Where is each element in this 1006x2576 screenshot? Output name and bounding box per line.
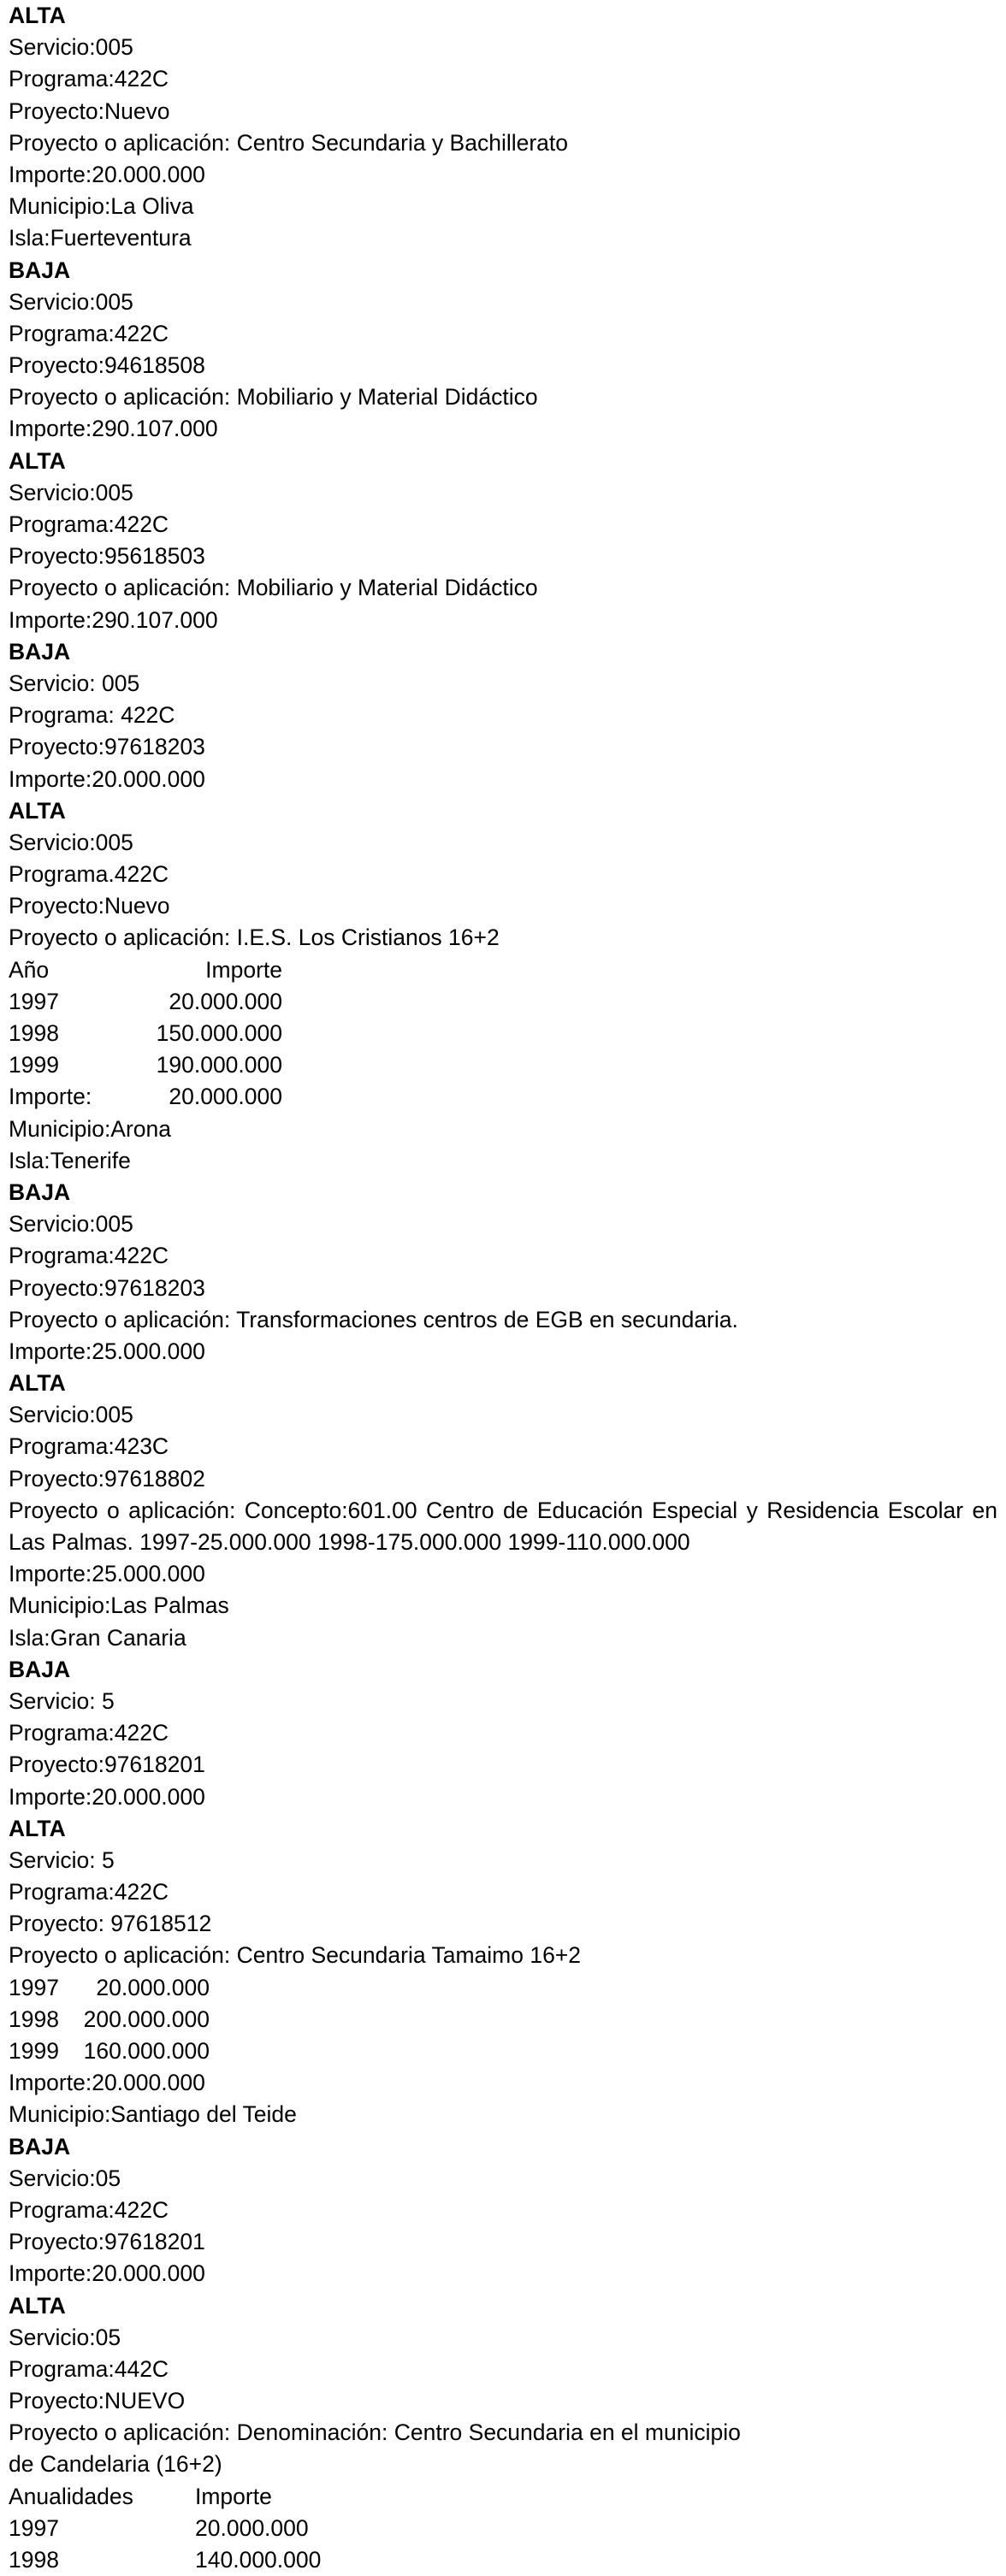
table-row [9,1018,997,1049]
text-line: Programa:422C [9,320,169,346]
text-line: Importe:290.107.000 [9,606,218,633]
text-line: Importe:290.107.000 [9,416,218,442]
table-cell-value: 140.000.000 [195,2547,322,2573]
text-line: Municipio:La Oliva [9,193,194,220]
section-heading: BAJA [9,1656,71,1682]
text-line: Proyecto o aplicación: Transformaciones centros de EGB en secundaria. [9,1306,738,1332]
text-line: Proyecto:Nuevo [9,97,170,124]
text-line: Municipio:Arona [9,1115,172,1142]
text-line: Programa:422C [9,2196,169,2223]
text-line: Isla:Gran Canaria [9,1624,186,1651]
text-line: Importe:20.000.000 [9,161,205,187]
text-line: Programa:422C [9,1720,169,1746]
text-line: Importe:20.000.000 [9,765,205,792]
table-cell-value: Importe [195,2483,272,2509]
text-line: Programa:423C [9,1433,169,1460]
table-row [9,2035,997,2067]
text-line: Proyecto o aplicación: Mobiliario y Material Didáctico [9,384,538,411]
text-line: Proyecto o aplicación: Concepto:601.00 Centro de Educación Especial y Residencia Escolar en Las Palmas. 1997-25.000.000 1998-175.000.000 1999-110.000.000 [9,1497,997,1556]
table-cell-label: Anualidades [9,2483,133,2509]
table-row [9,986,997,1018]
text-line: Servicio:005 [9,829,133,855]
text-line: Proyecto:97618201 [9,2229,205,2255]
table-cell-value: 150.000.000 [156,1020,282,1046]
text-line: Proyecto:97618201 [9,1752,205,1778]
text-line: Municipio:Las Palmas [9,1592,229,1619]
section-heading: BAJA [9,2133,71,2159]
table-cell-value: 20.000.000 [169,1084,282,1110]
text-line: Servicio:005 [9,1402,133,1428]
table-cell-value: 20.000.000 [96,1974,210,2000]
text-line: Proyecto:97618203 [9,1274,205,1301]
text-line: Programa: 422C [9,702,175,729]
text-line: Programa:422C [9,511,169,537]
text-line: Servicio: 005 [9,670,140,696]
table-row [9,1972,997,2004]
table-cell-label: 1998 [9,1020,59,1046]
table-cell-label: 1997 [9,988,59,1014]
text-line: Servicio:005 [9,1211,133,1238]
text-line: Servicio:05 [9,2324,121,2350]
text-line: Importe:25.000.000 [9,1561,205,1587]
text-line: Proyecto o aplicación: Centro Secundaria Tamaimo 16+2 [9,1942,582,1969]
text-line: Proyecto:Nuevo [9,893,170,919]
text-line: Programa:422C [9,66,169,92]
text-line: Servicio:005 [9,34,133,61]
table-cell-value: Importe [205,956,282,983]
text-line: Importe:20.000.000 [9,2260,205,2287]
text-line: Proyecto o aplicación: Denominación: Centro Secundaria en el municipio [9,2419,741,2446]
text-line: Proyecto o aplicación: I.E.S. Los Cristianos 16+2 [9,925,500,951]
table-cell-value: 20.000.000 [169,988,282,1014]
text-line: Proyecto o aplicación: Mobiliario y Material Didáctico [9,575,538,601]
table-row [9,1049,997,1081]
text-line: Proyecto: 97618512 [9,1911,212,1937]
table-row [9,2481,997,2513]
section-heading: ALTA [9,1370,66,1397]
section-heading: BAJA [9,638,71,665]
table-cell-label: 1998 [9,2006,59,2032]
text-line: Proyecto o aplicación: Centro Secundaria y Bachillerato [9,129,569,156]
text-line: Municipio:Santiago del Teide [9,2101,297,2128]
text-line: Proyecto:95618503 [9,543,205,570]
text-line: Programa:422C [9,1243,169,1269]
text-line: Importe:20.000.000 [9,2070,205,2096]
table-cell-label: 1999 [9,1052,59,1078]
text-line: Proyecto:94618508 [9,352,205,379]
text-line: Servicio:005 [9,479,133,505]
table-row [9,2544,997,2576]
section-heading: ALTA [9,1815,66,1841]
text-line: Proyecto:NUEVO [9,2388,186,2414]
text-line: Servicio: 5 [9,1846,115,1873]
section-heading: ALTA [9,447,66,474]
text-line: Proyecto:97618203 [9,734,205,760]
table-cell-value: 160.000.000 [83,2038,210,2065]
text-line: Importe:25.000.000 [9,1338,205,1364]
table-cell-value: 190.000.000 [156,1052,282,1078]
table-cell-label: 1997 [9,2514,59,2541]
table-cell-value: 200.000.000 [83,2006,210,2032]
section-heading: BAJA [9,1179,71,1205]
table-cell-label: 1999 [9,2038,59,2065]
text-line: Importe:20.000.000 [9,1783,205,1810]
section-heading: ALTA [9,797,66,824]
text-line: Programa:422C [9,1879,169,1905]
section-heading: BAJA [9,257,71,283]
text-line: Proyecto:97618802 [9,1465,205,1492]
table-cell-label: Año [9,956,50,983]
table-cell-label: Importe: [9,1084,92,1110]
table-cell-label: 1998 [9,2547,59,2573]
table-row [9,954,997,986]
text-line: Programa:442C [9,2355,169,2382]
document-body [9,0,997,2576]
table-row [9,1081,997,1113]
table-cell-value: 20.000.000 [195,2514,309,2541]
table-row [9,2513,997,2544]
text-line: Servicio: 5 [9,1687,115,1714]
section-heading: ALTA [9,2292,66,2319]
table-cell-label: 1997 [9,1974,59,2000]
section-heading: ALTA [9,3,66,28]
text-line: Servicio:005 [9,288,133,315]
table-row [9,2004,997,2035]
text-line: Servicio:05 [9,2165,121,2191]
text-line: Isla:Tenerife [9,1147,131,1173]
text-line: Isla:Fuerteventura [9,225,192,251]
text-line: Programa.422C [9,861,169,888]
text-line: de Candelaria (16+2) [9,2451,222,2478]
